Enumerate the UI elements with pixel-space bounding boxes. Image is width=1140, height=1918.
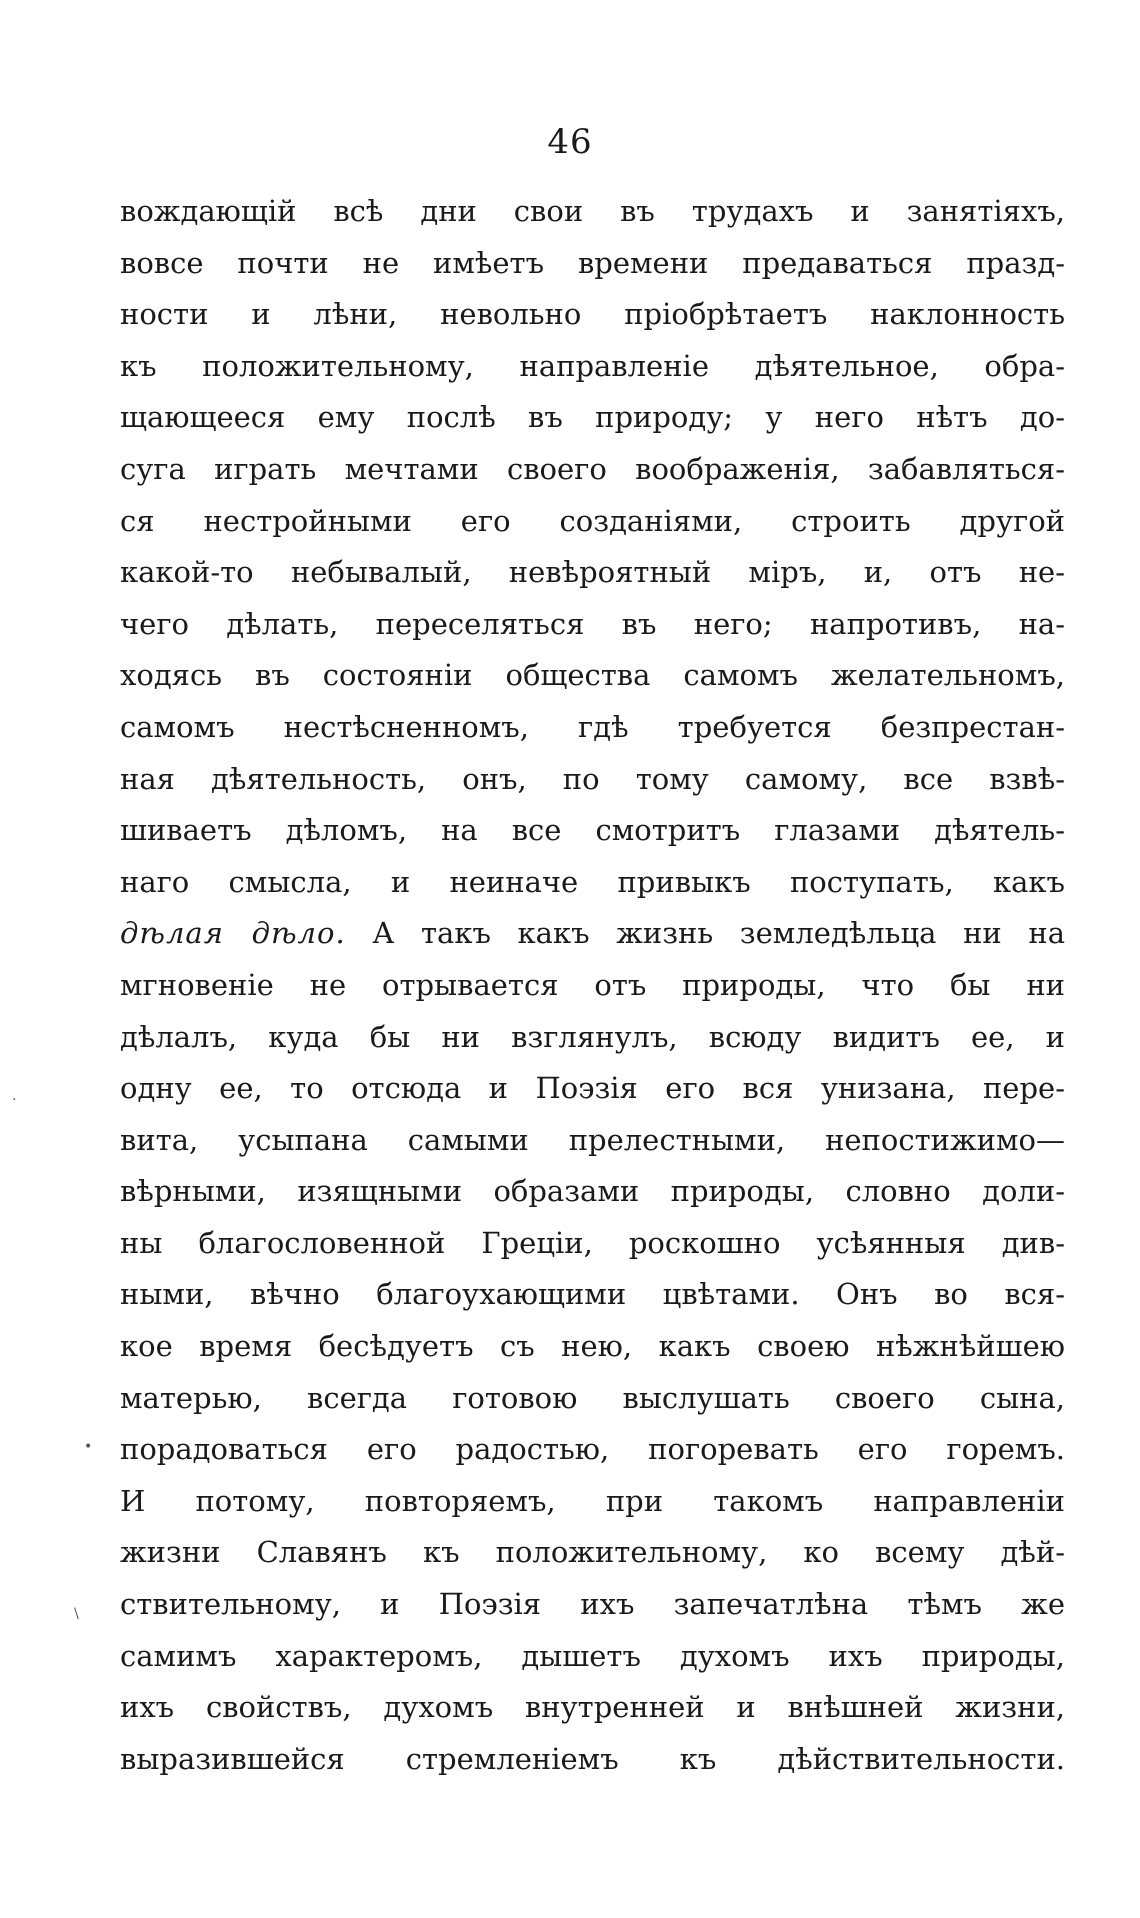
body-text — [120, 186, 1065, 1785]
text-line — [120, 702, 1065, 754]
text-line — [120, 1631, 1065, 1683]
text-line — [120, 1373, 1065, 1425]
text-line — [120, 444, 1065, 496]
text-segment: ная дѣятельность, онъ, по тому самому, все взвѣ- — [120, 761, 1065, 796]
text-segment: ихъ свойствъ, духомъ внутренней и внѣшней жизни, — [120, 1690, 1065, 1725]
text-segment: одну ее, то отсюда и Поэзія его вся унизана, пере- — [120, 1071, 1065, 1106]
text-line — [120, 908, 1065, 960]
text-segment: самомъ нестѣсненномъ, гдѣ требуется безпрестан- — [120, 709, 1065, 744]
text-line — [120, 238, 1065, 290]
text-line — [120, 1424, 1065, 1476]
text-segment: И потому, повторяемъ, при такомъ направленіи — [120, 1483, 1065, 1518]
text-line — [120, 186, 1065, 238]
text-segment: чего дѣлать, переселяться въ него; напротивъ, на- — [120, 606, 1065, 641]
page-number: 46 — [547, 122, 593, 162]
text-segment: вовсе почти не имѣетъ времени предаваться празд- — [120, 245, 1065, 280]
text-line — [120, 599, 1065, 651]
text-segment: ствительному, и Поэзія ихъ запечатлѣна тѣмъ же — [120, 1587, 1065, 1622]
margin-stroke: \ — [74, 1606, 79, 1622]
text-segment: А такъ какъ жизнь земледѣльца ни на — [345, 916, 1065, 951]
text-segment: ными, вѣчно благоухающими цвѣтами. Онъ во вся- — [120, 1277, 1065, 1312]
text-line — [120, 1269, 1065, 1321]
text-segment: кое время бесѣдуетъ съ нею, какъ своею нѣжнѣйшею — [120, 1329, 1065, 1364]
margin-bullet: • — [84, 1439, 93, 1455]
text-segment: къ положительному, направленіе дѣятельное, обра- — [120, 348, 1065, 383]
text-segment: суга играть мечтами своего воображенія, забавляться- — [120, 451, 1065, 486]
text-line — [120, 857, 1065, 909]
text-segment: мгновеніе не отрывается отъ природы, что бы ни — [120, 967, 1065, 1002]
text-line — [120, 547, 1065, 599]
text-segment: дѣлалъ, куда бы ни взглянулъ, всюду видитъ ее, и — [120, 1019, 1065, 1054]
text-segment: самимъ характеромъ, дышетъ духомъ ихъ природы, — [120, 1638, 1065, 1673]
margin-dot: · — [12, 1092, 17, 1108]
text-line — [120, 1012, 1065, 1064]
text-line — [120, 341, 1065, 393]
text-line — [120, 1734, 1065, 1786]
text-segment: ходясь въ состояніи общества самомъ желательномъ, — [120, 658, 1065, 693]
text-line — [120, 1115, 1065, 1167]
text-segment: какой-то небывалый, невѣроятный міръ, и, отъ не- — [120, 555, 1065, 590]
text-segment: шиваетъ дѣломъ, на все смотритъ глазами дѣятель- — [120, 813, 1065, 848]
text-line — [120, 1166, 1065, 1218]
text-segment: порадоваться его радостью, погоревать его горемъ. — [120, 1432, 1065, 1467]
text-segment: жизни Славянъ къ положительному, ко всему дѣй- — [120, 1535, 1065, 1570]
text-line — [120, 650, 1065, 702]
text-line — [120, 1527, 1065, 1579]
text-line — [120, 754, 1065, 806]
text-line — [120, 1579, 1065, 1631]
text-line — [120, 1476, 1065, 1528]
text-line — [120, 392, 1065, 444]
text-line — [120, 1321, 1065, 1373]
text-segment: вождающій всѣ дни свои въ трудахъ и занятіяхъ, — [120, 194, 1065, 228]
text-line — [120, 1218, 1065, 1270]
text-line — [120, 289, 1065, 341]
emphasized-phrase: дѣлая дѣло. — [120, 916, 346, 951]
text-segment: ся нестройными его созданіями, строить другой — [120, 503, 1065, 538]
text-line — [120, 1682, 1065, 1734]
text-segment: вѣрными, изящными образами природы, словно доли- — [120, 1174, 1065, 1209]
text-line — [120, 960, 1065, 1012]
text-segment: вита, усыпана самыми прелестными, непостижимо— — [120, 1122, 1065, 1157]
text-line — [120, 1063, 1065, 1115]
text-segment: матерью, всегда готовою выслушать своего сына, — [120, 1380, 1065, 1415]
text-segment: щающееся ему послѣ въ природу; у него нѣтъ до- — [120, 400, 1065, 435]
text-segment: наго смысла, и неиначе привыкъ поступать, какъ — [120, 864, 1065, 899]
text-line — [120, 805, 1065, 857]
text-segment: ны благословенной Греціи, роскошно усѣянныя див- — [120, 1225, 1065, 1260]
text-segment: выразившейся стремленіемъ къ дѣйствительности. — [120, 1741, 1065, 1776]
text-line — [120, 496, 1065, 548]
text-segment: ности и лѣни, невольно пріобрѣтаетъ наклонность — [120, 297, 1065, 332]
